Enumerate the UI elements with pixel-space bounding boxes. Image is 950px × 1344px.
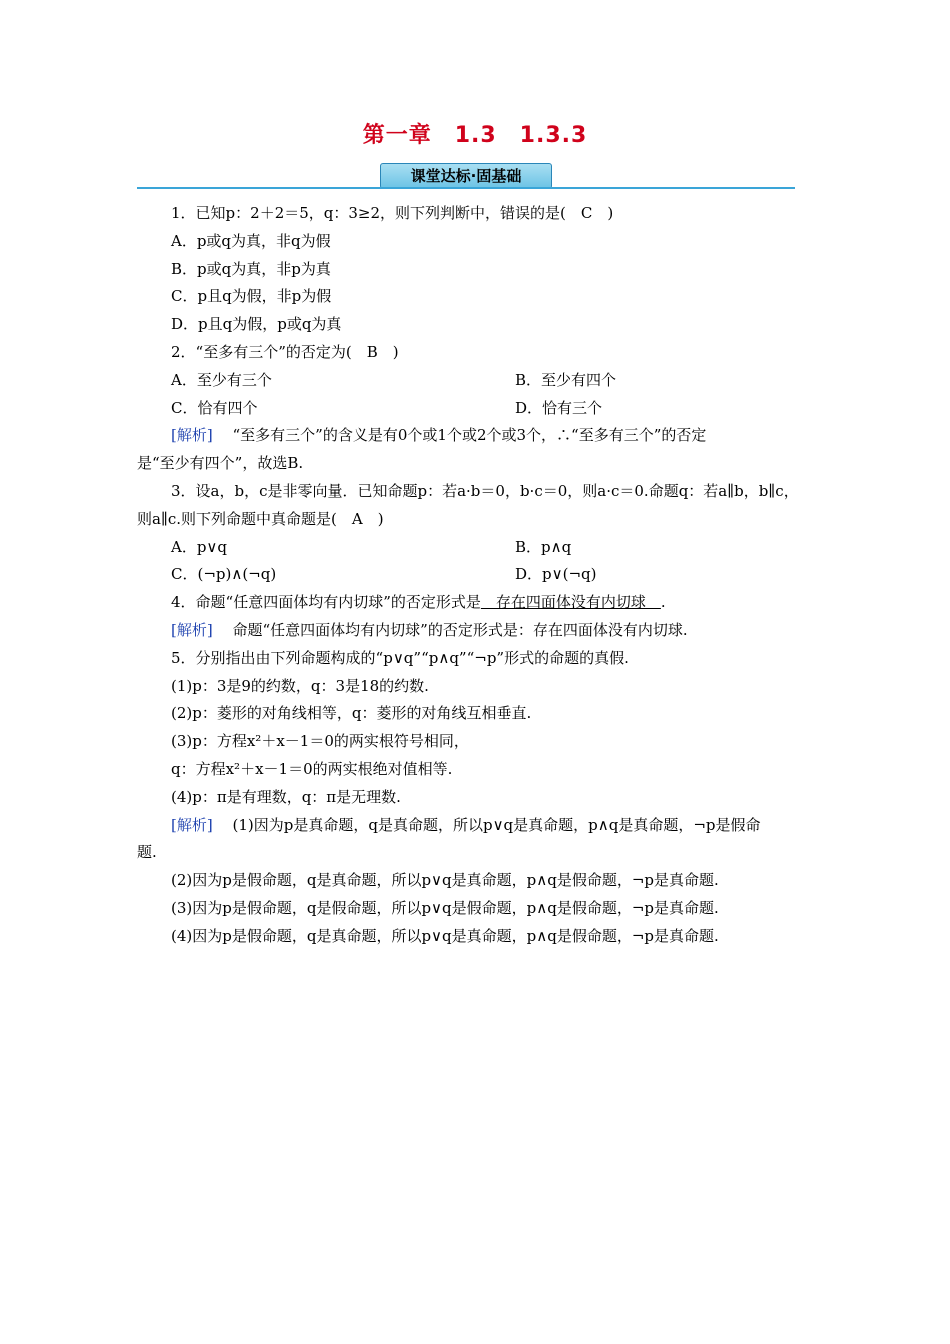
q2-analysis-cont: 是“至少有四个”，故选B. (137, 454, 304, 473)
q5-item-4: (4)p：π是有理数，q：π是无理数. (171, 787, 401, 806)
q2-analysis-text: “至多有三个”的含义是有0个或1个或2个或3个，∴“至多有三个”的否定 (232, 426, 707, 445)
q3-options-row2 (137, 561, 817, 589)
q5-item-3-cont: q：方程x²＋x－1＝0的两实根绝对值相等. (171, 759, 453, 778)
q5-analysis-1-cont: 题. (137, 843, 157, 862)
q4-stem (137, 589, 817, 617)
q2-stem: 2．“至多有三个”的否定为( B ) (171, 342, 399, 361)
q3-stem: 3．设a，b，c是非零向量．已知命题p：若a·b＝0，b·c＝0，则a·c＝0.命题q：若a∥b，b∥c， (171, 481, 799, 500)
q2-analysis (137, 422, 817, 450)
q2-option-d: D．恰有三个 (515, 398, 603, 417)
analysis-tag: [解析] (171, 620, 213, 639)
q2-options-row2 (137, 395, 817, 423)
q3-option-d: D．p∨(¬q) (515, 565, 597, 584)
q5-stem: 5．分别指出由下列命题构成的“p∨q”“p∧q”“¬p”形式的命题的真假. (171, 648, 629, 667)
q1-option-d: D．p且q为假，p或q为真 (171, 315, 342, 334)
analysis-tag: [解析] (171, 426, 213, 445)
q4-analysis (137, 617, 817, 645)
section-banner: 课堂达标·固基础 (380, 163, 552, 189)
q2-option-c: C．恰有四个 (171, 398, 258, 417)
q4-stem-prefix: 4．命题“任意四面体均有内切球”的否定形式是 (171, 593, 481, 612)
q5-item-2: (2)p：菱形的对角线相等，q：菱形的对角线互相垂直. (171, 704, 532, 723)
q3-option-a: A．p∨q (171, 537, 228, 556)
q1-stem: 1．已知p：2＋2＝5，q：3≥2，则下列判断中，错误的是( C ) (171, 204, 614, 222)
q2-option-b: B．至少有四个 (515, 370, 617, 389)
q4-answer: 存在四面体没有内切球 (480, 593, 661, 612)
q3-option-b: B．p∧q (515, 537, 572, 556)
q3-stem-cont: 则a∥c.则下列命题中真命题是( A ) (137, 509, 384, 528)
q1-option-b: B．p或q为真，非p为真 (171, 259, 331, 278)
q2-option-a: A．至少有三个 (171, 370, 272, 389)
analysis-tag: [解析] (171, 815, 213, 834)
q2-options-row1 (137, 367, 817, 395)
q1-option-c: C．p且q为假，非p为假 (171, 287, 332, 306)
q5-analysis-2: (2)因为p是假命题，q是真命题，所以p∨q是真命题，p∧q是假命题，¬p是真命题. (171, 871, 719, 890)
q5-item-1: (1)p：3是9的约数，q：3是18的约数. (171, 676, 429, 695)
q5-analysis-3: (3)因为p是假命题，q是假命题，所以p∨q是假命题，p∧q是假命题，¬p是真命题. (171, 898, 719, 917)
q5-item-3: (3)p：方程x²＋x－1＝0的两实根符号相同， (171, 732, 469, 751)
q3-options-row1 (137, 534, 817, 562)
q3-option-c: C．(¬p)∧(¬q) (171, 565, 277, 584)
page-title: 第一章 1.3 1.3.3 (362, 123, 588, 148)
q4-stem-suffix: . (660, 593, 666, 612)
content (137, 200, 817, 951)
q5-analysis (137, 812, 817, 840)
q1-option-a: A．p或q为真，非q为假 (171, 231, 331, 250)
q5-analysis-1: (1)因为p是真命题，q是真命题，所以p∨q是真命题，p∧q是真命题，¬p是假命 (232, 815, 761, 834)
q5-analysis-4: (4)因为p是假命题，q是真命题，所以p∨q是真命题，p∧q是假命题，¬p是真命题. (171, 926, 719, 945)
q4-analysis-text: 命题“任意四面体均有内切球”的否定形式是：存在四面体没有内切球. (232, 620, 688, 639)
divider (137, 187, 795, 189)
